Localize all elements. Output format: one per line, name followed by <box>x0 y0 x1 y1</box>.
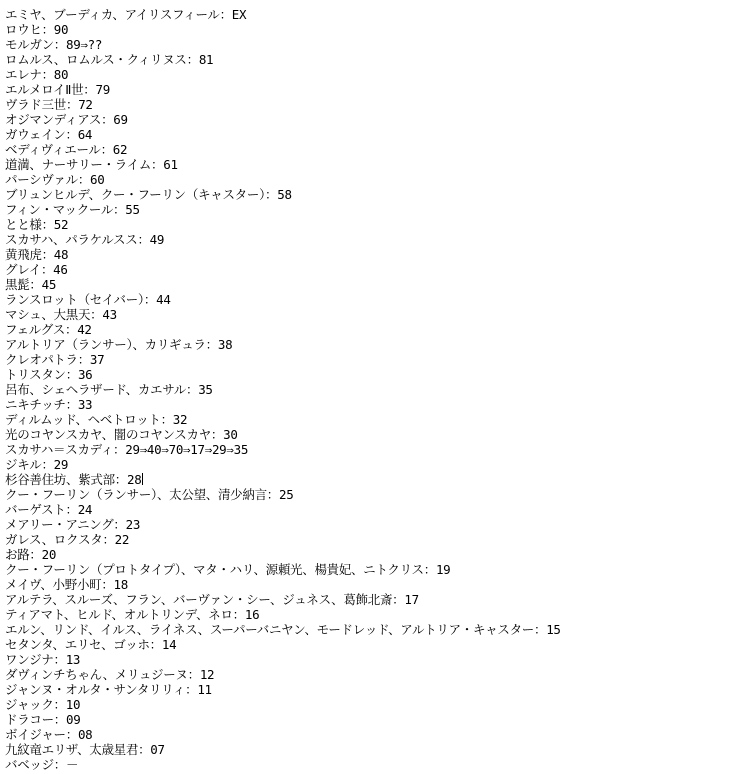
text-line <box>5 622 750 637</box>
text-line-content: エルメロイⅡ世：79 <box>5 82 110 97</box>
text-line <box>5 412 750 427</box>
text-line <box>5 367 750 382</box>
text-line <box>5 667 750 682</box>
text-line <box>5 307 750 322</box>
text-line <box>5 67 750 82</box>
text-line <box>5 352 750 367</box>
text-line <box>5 682 750 697</box>
text-line-content: ダヴィンチちゃん、メリュジーヌ：12 <box>5 667 215 682</box>
text-line <box>5 172 750 187</box>
text-line <box>5 37 750 52</box>
text-line-content: モルガン：89⇒?? <box>5 37 103 52</box>
text-line <box>5 217 750 232</box>
text-line <box>5 712 750 727</box>
text-line-content: お路：20 <box>5 547 57 562</box>
text-line-content: トリスタン：36 <box>5 367 93 382</box>
text-line <box>5 727 750 742</box>
text-line-content: クー・フーリン（ランサー）、太公望、清少納言：25 <box>5 487 294 502</box>
text-line-content: バーゲスト：24 <box>5 502 93 517</box>
text-line-content: エレナ：80 <box>5 67 69 82</box>
text-line <box>5 427 750 442</box>
text-line <box>5 202 750 217</box>
text-line-content: スカサハ、パラケルスス：49 <box>5 232 165 247</box>
text-line <box>5 247 750 262</box>
text-line <box>5 292 750 307</box>
text-line <box>5 52 750 67</box>
text-line <box>5 607 750 622</box>
text-line-content: フェルグス：42 <box>5 322 92 337</box>
text-line-content: セタンタ、エリセ、ゴッホ：14 <box>5 637 177 652</box>
text-line <box>5 757 750 772</box>
text-line <box>5 277 750 292</box>
text-line-content: ランスロット（セイバー）：44 <box>5 292 171 307</box>
text-line <box>5 472 750 487</box>
text-line-content: ワンジナ：13 <box>5 652 81 667</box>
text-line-content: ディルムッド、ヘベトロット：32 <box>5 412 188 427</box>
text-line-content: グレイ：46 <box>5 262 68 277</box>
text-line <box>5 397 750 412</box>
text-line-content: 黒髭：45 <box>5 277 57 292</box>
text-line-content: メアリー・アニング：23 <box>5 517 141 532</box>
text-line <box>5 7 750 22</box>
text-line-content: ヴラド三世：72 <box>5 97 93 112</box>
text-line <box>5 22 750 37</box>
text-line-content: アルテラ、スルーズ、フラン、バーヴァン・シー、ジュネス、葛飾北斎：17 <box>5 592 419 607</box>
text-line-content: エミヤ、ブーディカ、アイリスフィール：EX <box>5 7 247 22</box>
text-line <box>5 232 750 247</box>
text-line-content: バベッジ：－ <box>5 757 79 772</box>
text-line <box>5 637 750 652</box>
text-line-content: エルン、リンド、イルス、ライネス、スーパーバニヤン、モードレッド、アルトリア・キャスター：15 <box>5 622 561 637</box>
text-line <box>5 562 750 577</box>
text-line <box>5 577 750 592</box>
text-line-content: ジャック：10 <box>5 697 81 712</box>
text-line-content: オジマンディアス：69 <box>5 112 128 127</box>
text-line-content: 光のコヤンスカヤ、闇のコヤンスカヤ：30 <box>5 427 238 442</box>
text-line <box>5 127 750 142</box>
text-line-content: ドラコー：09 <box>5 712 81 727</box>
text-line <box>5 502 750 517</box>
text-line-content: クー・フーリン（プロトタイプ）、マタ・ハリ、源頼光、楊貴妃、ニトクリス：19 <box>5 562 451 577</box>
text-line <box>5 82 750 97</box>
text-line-content: マシュ、大黒天：43 <box>5 307 117 322</box>
text-line <box>5 262 750 277</box>
text-line-content: ブリュンヒルデ、クー・フーリン（キャスター）：58 <box>5 187 292 202</box>
text-line <box>5 322 750 337</box>
text-line-content: ジキル：29 <box>5 457 69 472</box>
text-line <box>5 457 750 472</box>
text-line-content: メイヴ、小野小町：18 <box>5 577 129 592</box>
text-line-content: 道満、ナーサリー・ライム：61 <box>5 157 178 172</box>
text-line <box>5 487 750 502</box>
text-line-content: 九紋竜エリザ、太歳星君：07 <box>5 742 165 757</box>
text-line <box>5 157 750 172</box>
text-line-content: ティアマト、ヒルド、オルトリンデ、ネロ：16 <box>5 607 260 622</box>
text-line <box>5 532 750 547</box>
text-line <box>5 547 750 562</box>
text-line-content: 黄飛虎：48 <box>5 247 69 262</box>
text-line <box>5 97 750 112</box>
text-line-content: ベディヴィエール：62 <box>5 142 128 157</box>
text-line <box>5 592 750 607</box>
text-line <box>5 442 750 457</box>
text-line <box>5 697 750 712</box>
text-line-content: 杉谷善住坊、紫式部：28 <box>5 472 142 487</box>
text-line <box>5 112 750 127</box>
text-line-content: ガレス、ロクスタ：22 <box>5 532 130 547</box>
text-line <box>5 187 750 202</box>
text-line <box>5 517 750 532</box>
text-line-content: アルトリア（ランサー）、カリギュラ：38 <box>5 337 233 352</box>
text-line-content: 呂布、シェヘラザード、カエサル：35 <box>5 382 213 397</box>
text-line-content: ボイジャー：08 <box>5 727 93 742</box>
text-line <box>5 382 750 397</box>
text-cursor <box>142 473 143 485</box>
text-line-content: パーシヴァル：60 <box>5 172 105 187</box>
text-line-content: ジャンヌ・オルタ・サンタリリィ：11 <box>5 682 212 697</box>
text-line-content: ロムルス、ロムルス・クィリヌス：81 <box>5 52 214 67</box>
text-line <box>5 142 750 157</box>
text-line <box>5 337 750 352</box>
text-editor-area[interactable] <box>5 7 750 772</box>
text-line-content: ニキチッチ：33 <box>5 397 93 412</box>
text-line-content: とと様：52 <box>5 217 69 232</box>
text-line <box>5 652 750 667</box>
text-line-content: ガウェイン：64 <box>5 127 93 142</box>
text-line-content: ロウヒ：90 <box>5 22 69 37</box>
text-line-content: スカサハ＝スカディ：29⇒40⇒70⇒17⇒29⇒35 <box>5 442 249 457</box>
text-line-content: フィン・マックール：55 <box>5 202 140 217</box>
text-line-content: クレオパトラ：37 <box>5 352 105 367</box>
text-line <box>5 742 750 757</box>
